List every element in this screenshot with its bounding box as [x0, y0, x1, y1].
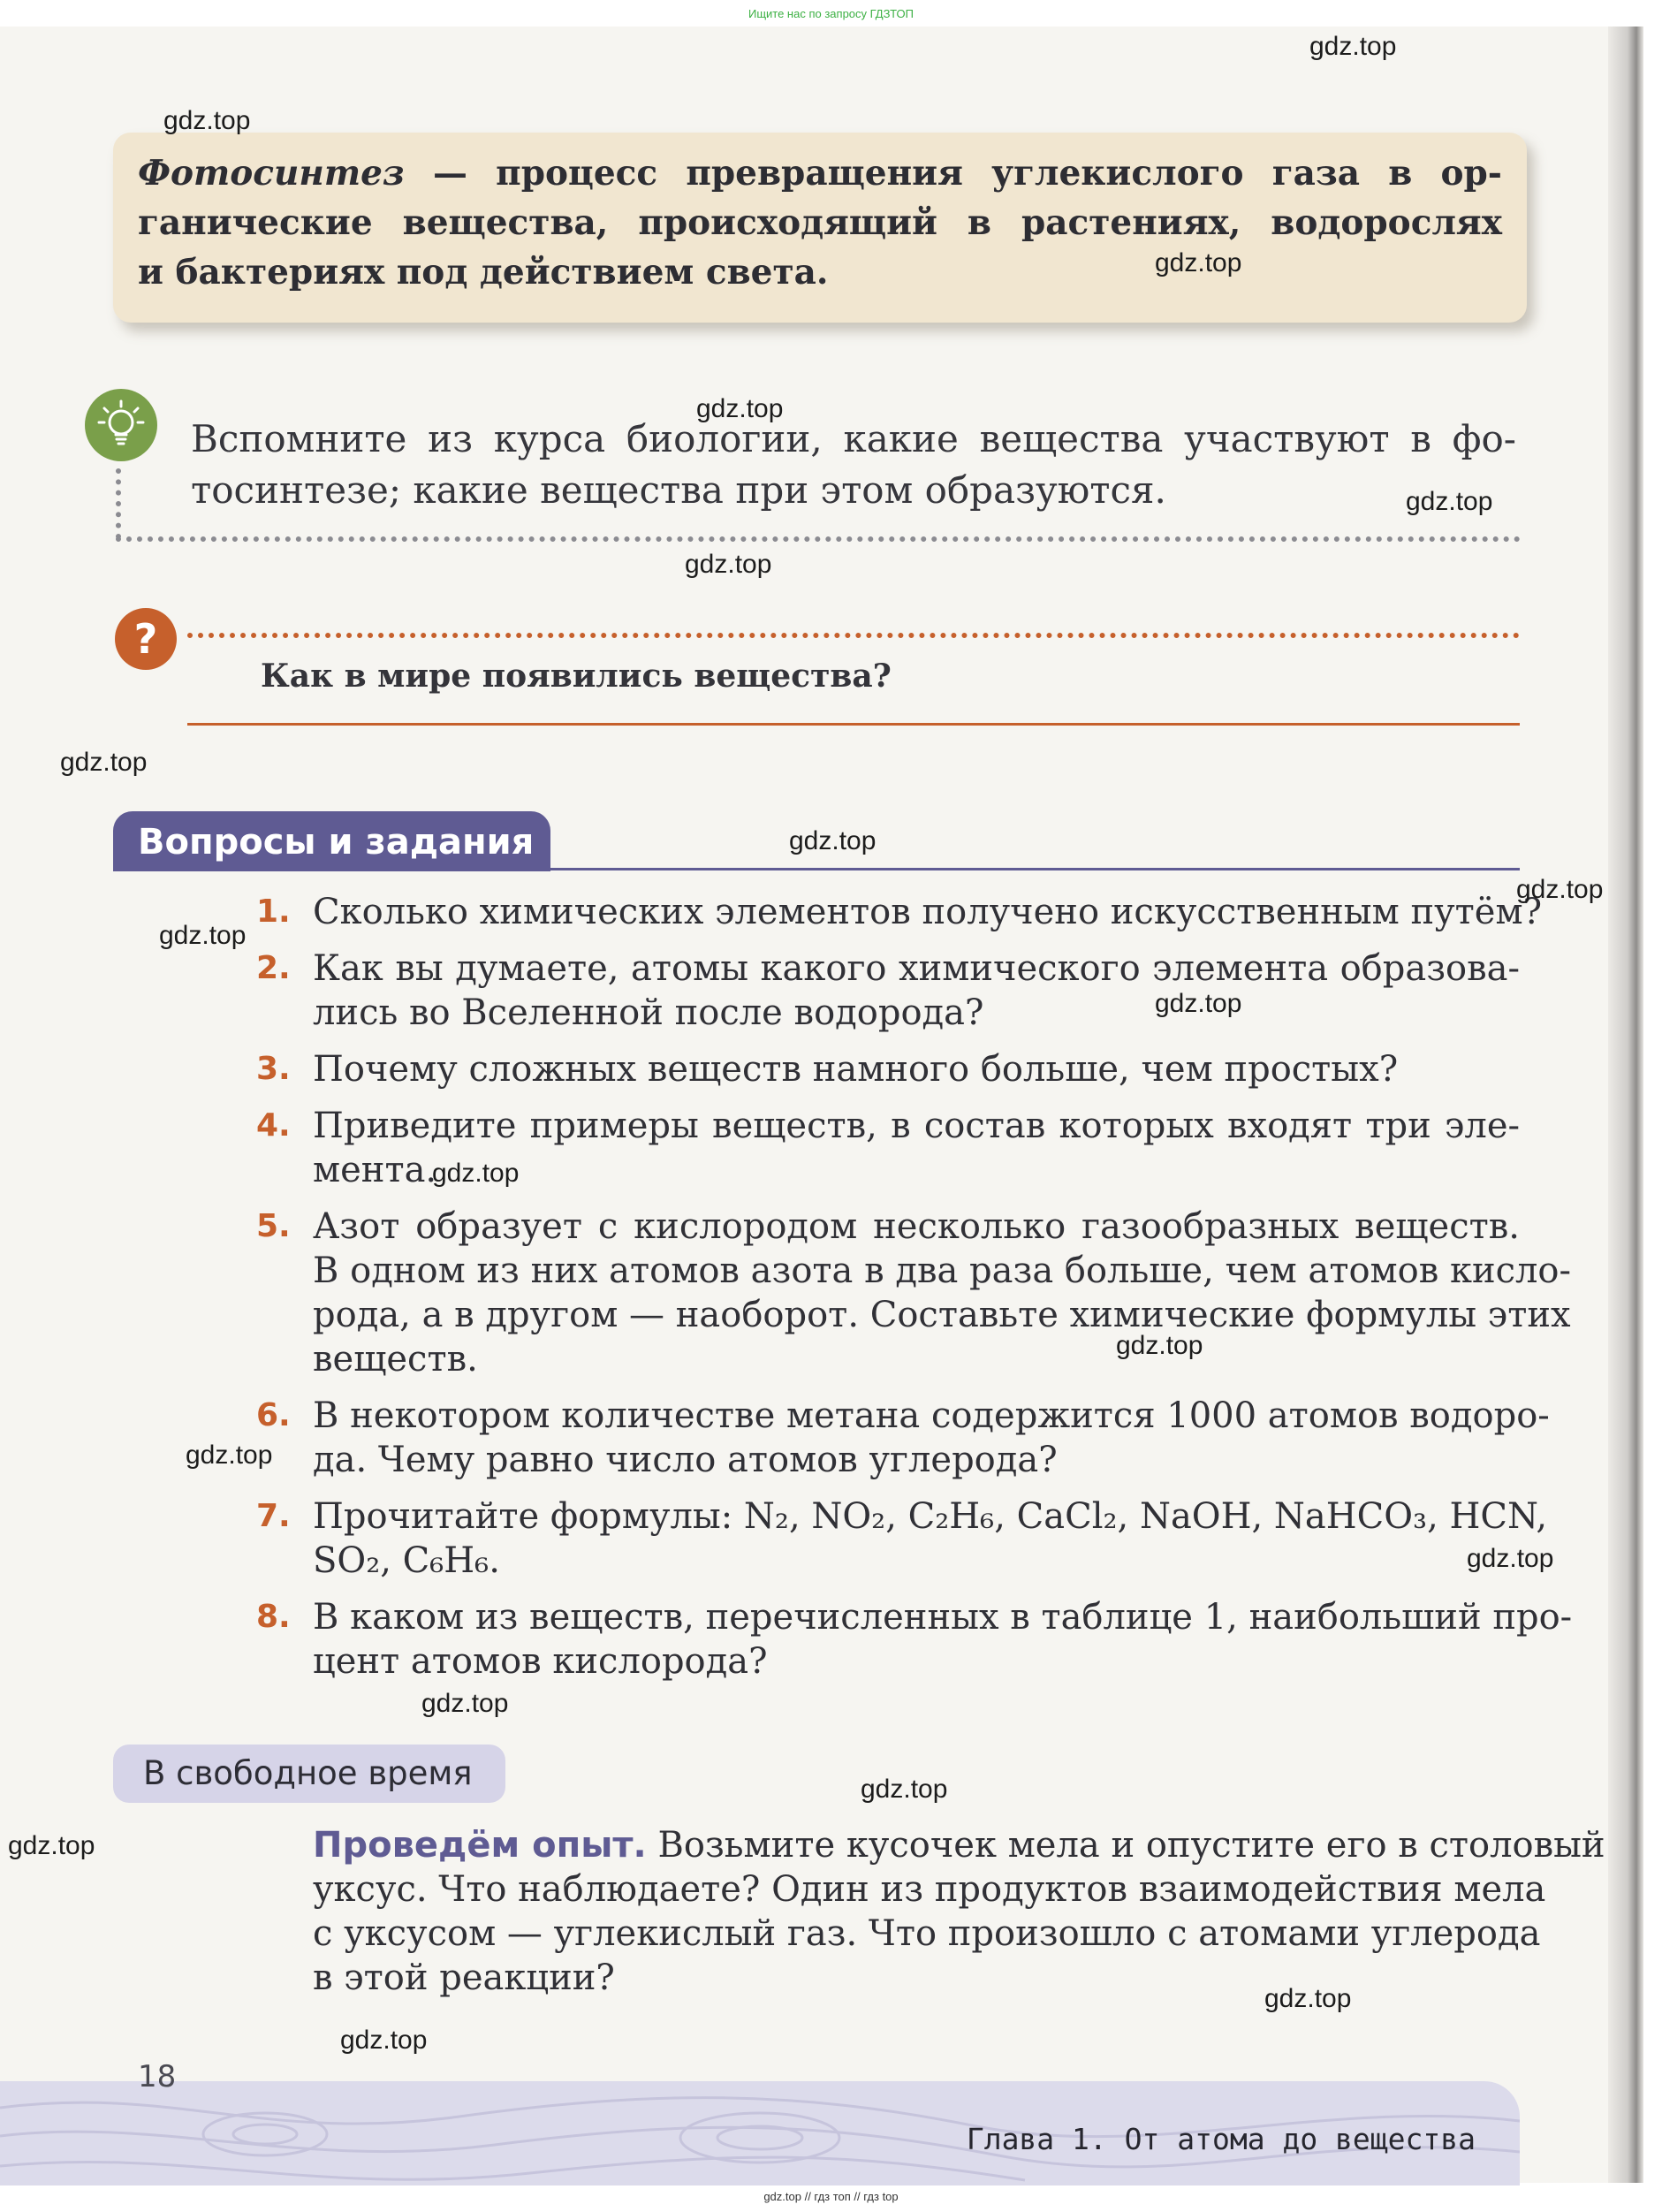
watermark[interactable]: gdz.top [1264, 1984, 1352, 2013]
task-item: 6. В некотором количестве метана содержится 1000 атомов водоро- да. Чему равно число атомов углерода? [256, 1395, 1550, 1480]
watermark[interactable]: gdz.top [1155, 989, 1242, 1018]
watermark[interactable]: gdz.top [163, 106, 251, 135]
watermark[interactable]: gdz.top [789, 826, 877, 855]
tasks-list [256, 890, 1573, 1696]
remember-text: Вспомните из курса биологии, какие вещества участвуют в фо- тосинтезе; какие вещества при этом образуются. [191, 417, 1516, 512]
watermark[interactable]: gdz.top [1116, 1331, 1203, 1360]
task-number: 4. [256, 1107, 291, 1144]
book-spine [1608, 27, 1643, 2183]
chemical-formulas-cont: SO₂, C₆H₆. [313, 1540, 500, 1581]
free-time-title: В свободное время [113, 1745, 505, 1803]
remember-dotted-border [116, 536, 1521, 542]
question-text: Как в мире появились вещества? [261, 658, 892, 695]
watermark[interactable]: gdz.top [685, 550, 772, 579]
footer-band [0, 2081, 1520, 2185]
bottom-note[interactable]: gdz.top // гдз топ // гдз top [763, 2190, 899, 2203]
watermark[interactable]: gdz.top [159, 921, 247, 950]
task-number: 1. [256, 893, 291, 930]
definition-line-3: и бактериях под действием света. [138, 252, 829, 293]
definition-line-2: ганические вещества, происходящий в растениях, водорослях [138, 202, 1502, 243]
task-item: 5. Азот образует с кислородом несколько газообразных веществ. В одном из них атомов азота в два раза больше, чем атомов кисло- рода, а в другом — наоборот. Составьте химические формулы этих веществ. [256, 1206, 1572, 1380]
definition-term: Фотосинтез [138, 153, 405, 194]
watermark[interactable]: gdz.top [696, 394, 784, 423]
tasks-title: Вопросы и задания [113, 811, 550, 871]
task-item: 7. Прочитайте формулы: N₂, NO₂, C₂H₆, CaCl₂, NaOH, NaHCO₃, HCN, SO₂, C₆H₆. [256, 1496, 1548, 1581]
watermark[interactable]: gdz.top [8, 1831, 95, 1860]
definition-box [113, 133, 1527, 323]
task-number: 8. [256, 1599, 291, 1635]
experiment-text: Проведём опыт. Возьмите кусочек мела и опустите его в столовый уксус. Что наблюдаете? Один из продуктов взаимодействия мела с уксусом — углекислый газ. Что произошло с атомами углерода в этой реакции? [313, 1825, 1605, 1998]
watermark[interactable]: gdz.top [186, 1440, 273, 1470]
task-number: 3. [256, 1051, 291, 1087]
watermark[interactable]: gdz.top [340, 2026, 428, 2055]
task-number: 6. [256, 1397, 291, 1433]
watermark[interactable]: gdz.top [1516, 875, 1604, 904]
chemical-formulas: N₂, NO₂, C₂H₆, CaCl₂, NaOH, NaHCO₃, HCN, [743, 1496, 1548, 1537]
watermark[interactable]: gdz.top [421, 1689, 509, 1718]
task-item: 8. В каком из веществ, перечисленных в таблице 1, наибольший про- цент атомов кислорода? [256, 1597, 1573, 1682]
remember-dotted-border-vertical [116, 468, 123, 539]
watermark[interactable]: gdz.top [432, 1159, 520, 1188]
task-item: 2. Как вы думаете, атомы какого химического элемента образова- лись во Вселенной после водорода? [256, 948, 1520, 1033]
watermark[interactable]: gdz.top [1155, 248, 1242, 277]
task-number: 7. [256, 1498, 291, 1534]
watermark[interactable]: gdz.top [1467, 1544, 1554, 1573]
chapter-title: Глава 1. От атома до вещества [966, 2122, 1476, 2156]
experiment-lead: Проведём опыт. [313, 1825, 647, 1866]
watermark[interactable]: gdz.top [60, 748, 148, 777]
page-number: 18 [138, 2059, 177, 2094]
top-note[interactable]: Ищите нас по запросу ГДЗТОП [748, 7, 914, 20]
question-underline [187, 723, 1520, 726]
definition-line-1: Фотосинтез — процесс превращения углекислого газа в ор- [138, 153, 1502, 194]
tasks-rule [113, 868, 1520, 870]
task-number: 2. [256, 950, 291, 986]
task-item: 4. Приведите примеры веществ, в состав которых входят три эле- мента. [256, 1106, 1520, 1190]
watermark[interactable]: gdz.top [1309, 32, 1397, 61]
question-dotted-border [187, 633, 1520, 638]
watermark[interactable]: gdz.top [861, 1775, 948, 1804]
question-icon: ? [115, 608, 177, 670]
watermark[interactable]: gdz.top [1406, 487, 1493, 516]
lightbulb-icon [85, 389, 157, 461]
task-item: 1. Сколько химических элементов получено искусственным путём? [256, 892, 1543, 932]
task-item: 3. Почему сложных веществ намного больше, чем простых? [256, 1049, 1399, 1090]
task-number: 5. [256, 1208, 291, 1244]
